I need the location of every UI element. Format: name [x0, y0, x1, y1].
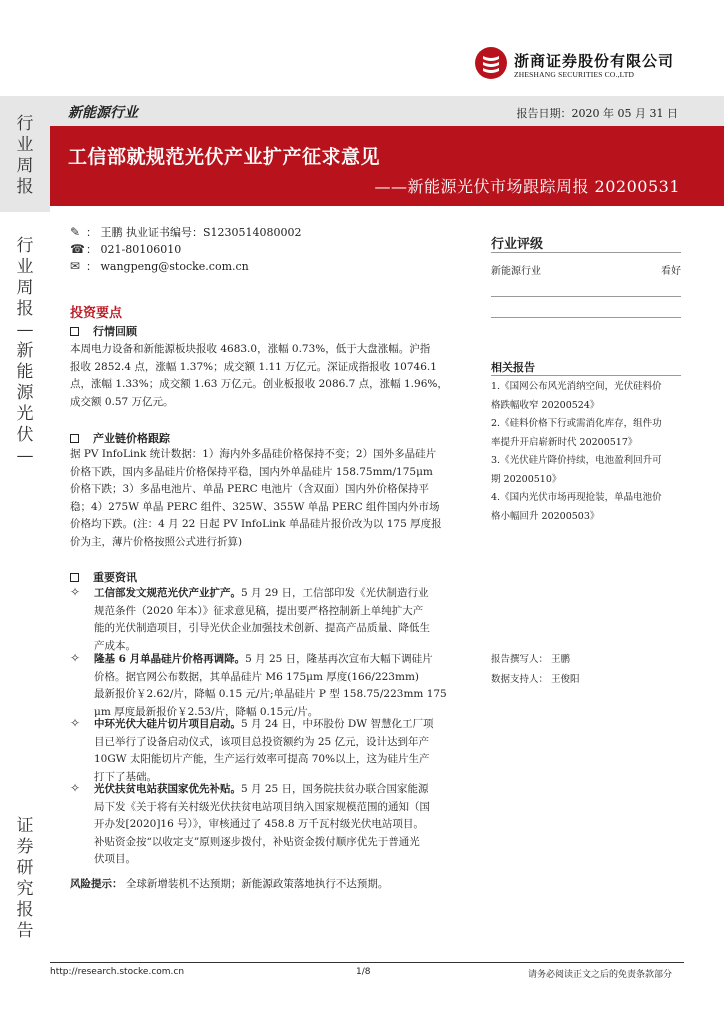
news-first-line — [94, 651, 480, 669]
rating-row — [491, 262, 681, 277]
price-tracking-heading: 产业链价格跟踪 — [70, 430, 170, 446]
news-line: 开办发[2020]16 号）》，审核通过了 458.8 万千瓦村级光伏电站项目。 — [94, 818, 424, 830]
sidebar-char: 光 — [16, 404, 34, 424]
news-line: 局下发《关于将有关村级光伏扶贫电站项目纳入国家规模范围的通知（国 — [94, 800, 430, 813]
category-bar — [50, 96, 724, 126]
related-report-line: 期 20200510》 — [491, 473, 562, 485]
sidebar-char: 业 — [16, 257, 34, 277]
checkbox-square-icon — [70, 327, 79, 336]
text-line: 据 PV InfoLink 统计数据：1）海内外多晶硅价格保持不变；2）国外多晶硅片 — [70, 448, 437, 460]
sidebar-char: 能 — [16, 362, 34, 382]
sidebar-char: 研 — [16, 858, 34, 878]
news-first-line — [94, 585, 480, 603]
sidebar-char: 周 — [16, 156, 34, 176]
report-writer: 报告撰写人： 王鹏 — [491, 654, 571, 665]
news-lead: 工信部发文规范光伏产业扩产。 — [94, 587, 241, 599]
news-line: 10GW 太阳能切片产能，生产运行效率可提高 70%以上，这为硅片生产 — [94, 753, 430, 765]
diamond-bullet-icon: ✧ — [70, 585, 81, 599]
related-report-line: 2.《硅料价格下行或需消化库存，组件功 — [491, 418, 662, 429]
sidebar-char: 源 — [16, 383, 34, 403]
text-line: 价为主，薄片价格按照公式进行折算) — [70, 535, 243, 548]
text-line: 报收 2852.4 点，涨幅 1.37%；成交额 1.11 万亿元。深证成指报收 10746.1 — [70, 360, 437, 373]
related-report-item[interactable] — [491, 489, 686, 526]
sidebar-middle-label — [0, 236, 50, 467]
sidebar-char: 行 — [16, 236, 34, 256]
news-line: μm 厚度最新报价￥2.53/片，降幅 0.15元/片。 — [94, 705, 319, 718]
price-tracking-text — [70, 446, 480, 551]
footer-divider — [50, 962, 684, 963]
related-report-item[interactable] — [491, 452, 686, 489]
checkbox-square-icon — [70, 434, 79, 443]
brand-name-cn: 浙商证券股份有限公司 — [514, 52, 675, 70]
divider — [491, 296, 681, 297]
author-name-line: ✎ ： 王鹏 执业证书编号：S1230514080002 — [70, 225, 302, 239]
sidebar-char: 伏 — [16, 425, 34, 445]
related-report-line: 率提升开启崭新时代 20200517》 — [491, 436, 638, 448]
footer-url[interactable]: http://research.stocke.com.cn — [50, 967, 185, 977]
sidebar-char: 周 — [16, 278, 34, 298]
related-report-line: 格跌幅收窄 20200524》 — [491, 399, 600, 411]
diamond-bullet-icon: ✧ — [70, 716, 81, 730]
news-line: 能的光伏制造项目，引导光伏企业加强技术创新、提高产品质量、降低生 — [94, 622, 430, 634]
sidebar-char: 报 — [16, 299, 34, 319]
sidebar-char: 报 — [16, 900, 34, 920]
text-line: 价格下跌；3）多晶电池片、单晶 PERC 电池片（含双面）国内外价格保持平 — [70, 483, 430, 495]
market-review-heading: 行情回顾 — [70, 323, 137, 339]
text-line: 价格均下跌。(注：4 月 22 日起 PV InfoLink 单晶硅片报价改为以 175 厚度报 — [70, 518, 442, 530]
sidebar-char: 业 — [16, 135, 34, 155]
news-line: 补贴资金按“以收定支”原则逐步拨付，补贴资金拨付顺序优先于普通光 — [94, 835, 420, 848]
rating-value: 看好 — [661, 266, 681, 277]
report-date: 报告日期：2020 年 05 月 31 日 — [516, 107, 678, 120]
news-line: 打下了基础。 — [94, 770, 157, 783]
rating-sector: 新能源行业 — [491, 266, 541, 277]
related-report-line: 4.《国内光伏市场再现抢装，单晶电池价 — [491, 492, 662, 503]
related-report-line: 格小幅回升 20200503》 — [491, 510, 600, 522]
sidebar-char: — — [16, 320, 34, 340]
related-report-item[interactable] — [491, 415, 686, 452]
text-line: 价格下跌，国内多晶硅片价格保持平稳，国内外单晶硅片 158.75mm/175μm — [70, 465, 433, 478]
section-title: 投资要点 — [70, 306, 123, 321]
news-first-text: 5 月 25 日，隆基再次宣布大幅下调硅片 — [245, 653, 433, 665]
sidebar-char: 新 — [16, 341, 34, 361]
news-first-line — [94, 716, 480, 734]
news-line: 规范条件（2020 年本）》征求意见稿，提出要严格控制新上单纯扩大产 — [94, 604, 424, 617]
news-body — [94, 651, 480, 721]
sidebar-char: 证 — [16, 816, 34, 836]
industry-category: 新能源行业 — [68, 105, 138, 121]
page-number: 1/8 — [356, 967, 371, 977]
risk-warning: 风险提示： 全球新增装机不达预期；新能源政策落地执行不达预期。 — [70, 878, 389, 890]
news-lead: 光伏扶贫电站获国家优先补贴。 — [94, 783, 241, 795]
sidebar-char: 行 — [16, 114, 34, 134]
news-line: 产成本。 — [94, 639, 136, 652]
news-heading: 重要资讯 — [70, 569, 137, 585]
zheshang-logo-icon — [474, 46, 508, 80]
news-first-text: 5 月 24 日，中环股份 DW 智慧化工厂项 — [241, 718, 434, 730]
title-band — [50, 126, 724, 206]
brand-name-en: ZHESHANG SECURITIES CO.,LTD — [514, 70, 635, 79]
sidebar-bottom-label — [0, 816, 50, 942]
text-line: 稳；4）275W 单晶 PERC 组件、325W、355W 单晶 PERC 组件国内外市场 — [70, 500, 440, 513]
divider — [491, 375, 681, 376]
checkbox-square-icon — [70, 573, 79, 582]
author-email-line: ✉ ： wangpeng@stocke.com.cn — [70, 259, 249, 273]
news-first-text: 5 月 25 日，国务院扶贫办联合国家能源 — [241, 783, 429, 795]
related-title: 相关报告 — [491, 361, 535, 374]
news-body — [94, 716, 480, 786]
news-body — [94, 585, 480, 655]
news-lead: 隆基 6 月单晶硅片价格再调降。 — [94, 653, 246, 665]
disclaimer: 请务必阅读正文之后的免责条款部分 — [527, 970, 672, 980]
pen-icon: ✎ — [70, 225, 81, 239]
divider — [491, 252, 681, 253]
news-line: 最新报价￥2.62/片，降幅 0.15 元/片;单晶硅片 P 型 158.75/223mm 175 — [94, 688, 447, 700]
sidebar-char: 报 — [16, 177, 34, 197]
news-first-line — [94, 781, 480, 799]
related-report-line: 1.《国网公布风光消纳空间，光伏硅料价 — [491, 381, 662, 392]
divider — [491, 317, 681, 318]
rating-title: 行业评级 — [491, 237, 544, 252]
sidebar-char: 究 — [16, 879, 34, 899]
brand-logo — [474, 46, 694, 86]
related-reports — [491, 378, 686, 526]
sidebar-char: 券 — [16, 837, 34, 857]
sidebar-char: 告 — [16, 921, 34, 941]
sidebar-top-label — [0, 114, 50, 198]
news-first-text: 5 月 29 日，工信部印发《光伏制造行业 — [241, 587, 429, 599]
news-line: 目已举行了设备启动仪式，该项目总投资额约为 25 亿元，设计达到年产 — [94, 735, 430, 748]
diamond-bullet-icon: ✧ — [70, 781, 81, 795]
text-line: 成交额 0.57 万亿元。 — [70, 395, 174, 408]
text-line: 本周电力设备和新能源板块报收 4683.0，涨幅 0.73%，低于大盘涨幅。沪指 — [70, 343, 431, 355]
news-body — [94, 781, 480, 869]
related-report-item[interactable] — [491, 378, 686, 415]
author-phone-line: ☎： 021-80106010 — [70, 242, 182, 256]
text-line: 点，涨幅 1.33%；成交额 1.63 万亿元。创业板报收 2086.7 点，涨幅 1.96%， — [70, 378, 448, 390]
market-review-text — [70, 341, 480, 411]
news-lead: 中环光伏大硅片切片项目启动。 — [94, 718, 241, 730]
sidebar-char: — — [16, 446, 34, 466]
report-title: 工信部就规范光伏产业扩产征求意见 — [68, 146, 381, 168]
news-line: 伏项目。 — [94, 853, 136, 865]
related-report-line: 3.《光伏硅片降价持续，电池盈利回升可 — [491, 455, 662, 466]
data-supporter: 数据支持人： 王俊阳 — [491, 674, 580, 685]
diamond-bullet-icon: ✧ — [70, 651, 81, 665]
report-subtitle: ——新能源光伏市场跟踪周报 20200531 — [374, 177, 680, 196]
mail-icon: ✉ — [70, 259, 81, 273]
news-line: 价格。据官网公布数据，其单晶硅片 M6 175μm 厚度(166/223mm) — [94, 670, 419, 683]
phone-icon: ☎ — [70, 242, 85, 256]
